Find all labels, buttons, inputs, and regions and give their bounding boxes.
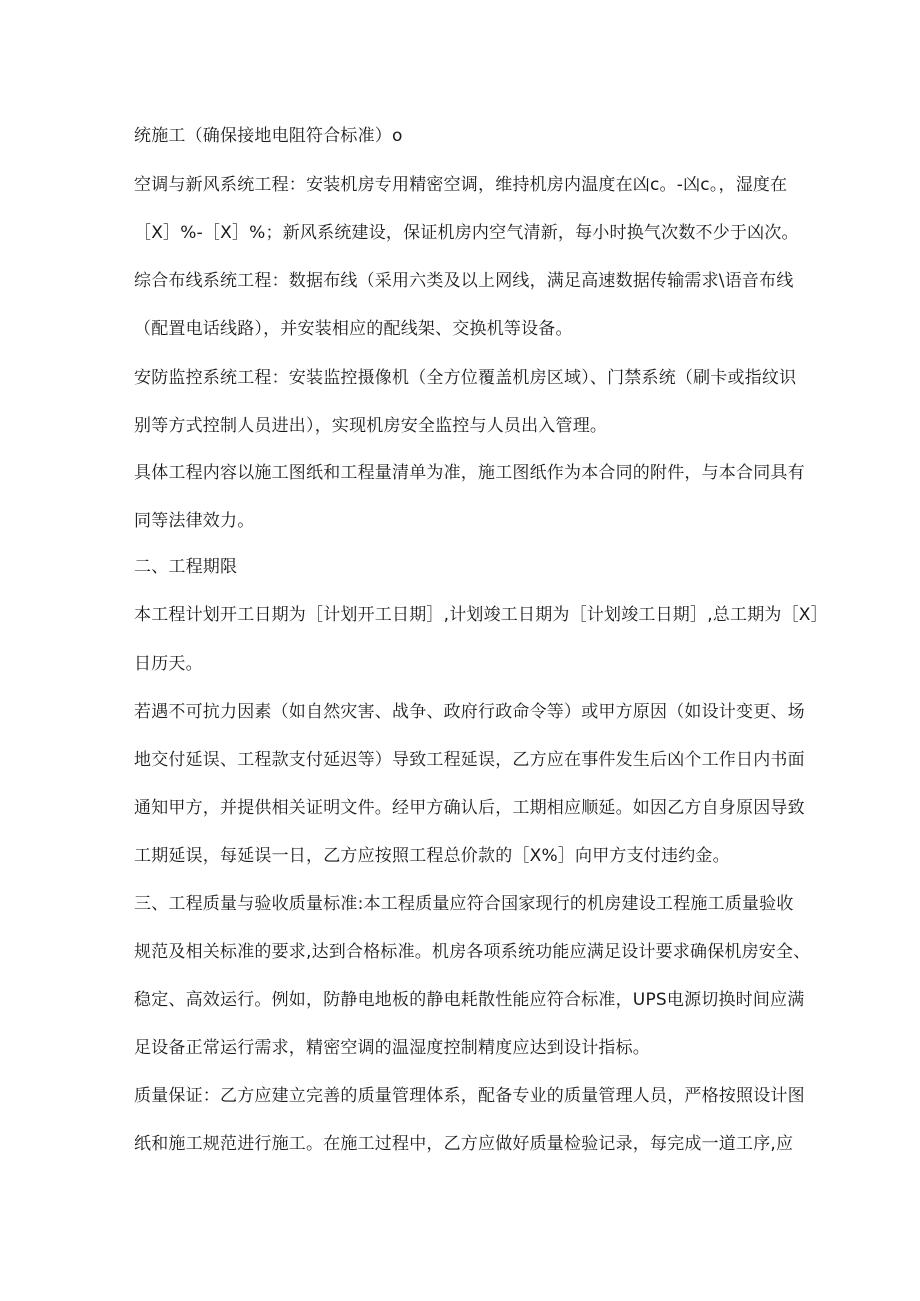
text-line: 工期延误，每延误一日，乙方应按照工程总价款的［X%］向甲方支付违约金。: [134, 846, 730, 866]
text-line: 同等法律效力。: [134, 511, 255, 531]
text-line: 日历天。: [134, 654, 203, 674]
text-line: 质量保证：乙方应建立完善的质量管理体系，配备专业的质量管理人员，严格按照设计图: [134, 1086, 805, 1106]
text-line: 空调与新风系统工程：安装机房专用精密空调，维持机房内温度在凶c。-凶c。，湿度在: [134, 175, 788, 195]
text-line: ［X］%-［X］%；新风系统建设，保证机房内空气清新，每小时换气次数不少于凶次。: [134, 223, 799, 243]
text-line: 若遇不可抗力因素（如自然灾害、战争、政府行政命令等）或甲方原因（如设计变更、场: [134, 702, 805, 722]
text-line: 综合布线系统工程：数据布线（采用六类及以上网线，满足高速数据传输需求\语音布线: [134, 271, 794, 291]
section-heading: 二、工程期限: [134, 557, 238, 577]
text-line: 统施工（确保接地电阻符合标准）o: [134, 126, 403, 146]
text-line: （配置电话线路），并安装相应的配线架、交换机等设备。: [134, 319, 573, 339]
text-line: 具体工程内容以施工图纸和工程量清单为准，施工图纸作为本合同的附件，与本合同具有: [134, 463, 805, 483]
text-line: 足设备正常运行需求，精密空调的温湿度控制精度应达到设计指标。: [134, 1038, 650, 1058]
section-heading: 三、工程质量与验收质量标准:本工程质量应符合国家现行的机房建设工程施工质量验收: [134, 894, 794, 914]
text-line: 稳定、高效运行。例如，防静电地板的静电耗散性能应符合标准，UPS电源切换时间应满: [134, 990, 805, 1010]
text-line: 规范及相关标准的要求,达到合格标准。机房各项系统功能应满足设计要求确保机房安全、: [134, 942, 811, 962]
text-line: 通知甲方，并提供相关证明文件。经甲方确认后，工期相应顺延。如因乙方自身原因导致: [134, 798, 805, 818]
text-line: 纸和施工规范进行施工。在施工过程中，乙方应做好质量检验记录，每完成一道工序,应: [134, 1134, 794, 1154]
text-line: 别等方式控制人员进出），实现机房安全监控与人员出入管理。: [134, 416, 608, 436]
text-line: 安防监控系统工程：安装监控摄像机（全方位覆盖机房区域）、门禁系统（刷卡或指纹识: [134, 368, 797, 388]
text-line: 地交付延误、工程款支付延迟等）导致工程延误，乙方应在事件发生后凶个工作日内书面: [134, 750, 805, 770]
text-line: 本工程计划开工日期为［计划开工日期］,计划竣工日期为［计划竣工日期］,总工期为［X］: [134, 605, 828, 625]
